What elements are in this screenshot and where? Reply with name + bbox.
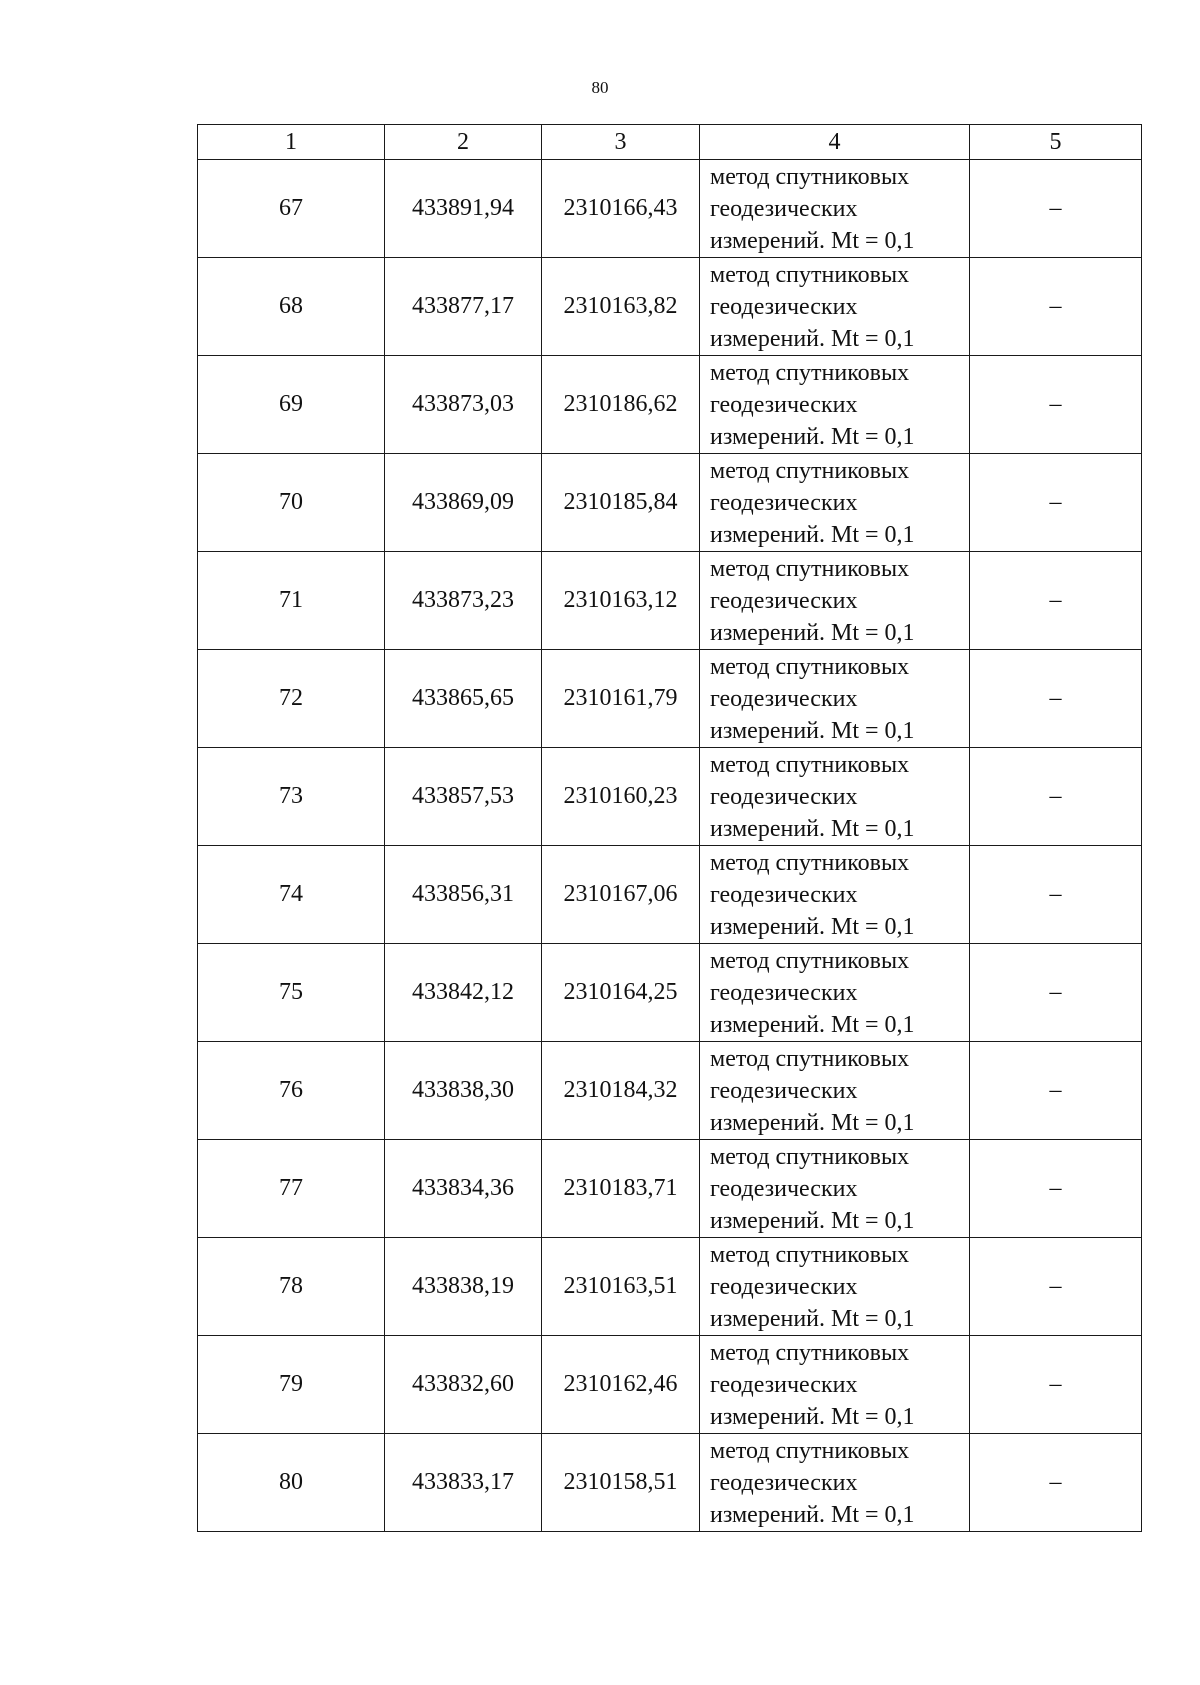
- method-cell: метод спутниковых геодезических измерений. Mt = 0,1: [700, 356, 970, 454]
- point-number-cell: 72: [198, 650, 385, 748]
- x-coordinate-cell: 433891,94: [385, 160, 542, 258]
- method-cell: метод спутниковых геодезических измерений. Mt = 0,1: [700, 1238, 970, 1336]
- point-number-cell: 79: [198, 1336, 385, 1434]
- y-coordinate-cell: 2310166,43: [542, 160, 700, 258]
- point-number-cell: 69: [198, 356, 385, 454]
- x-coordinate-cell: 433842,12: [385, 944, 542, 1042]
- method-cell: метод спутниковых геодезических измерений. Mt = 0,1: [700, 258, 970, 356]
- y-coordinate-cell: 2310160,23: [542, 748, 700, 846]
- column-header-5: 5: [970, 125, 1142, 160]
- y-coordinate-cell: 2310163,82: [542, 258, 700, 356]
- note-cell: –: [970, 748, 1142, 846]
- table-row: [198, 258, 1142, 356]
- y-coordinate-cell: 2310164,25: [542, 944, 700, 1042]
- column-header-4: 4: [700, 125, 970, 160]
- note-cell: –: [970, 650, 1142, 748]
- point-number-cell: 67: [198, 160, 385, 258]
- note-cell: –: [970, 258, 1142, 356]
- table-header: [198, 125, 1142, 160]
- y-coordinate-cell: 2310185,84: [542, 454, 700, 552]
- x-coordinate-cell: 433856,31: [385, 846, 542, 944]
- note-cell: –: [970, 944, 1142, 1042]
- method-cell: метод спутниковых геодезических измерений. Mt = 0,1: [700, 1140, 970, 1238]
- note-cell: –: [970, 454, 1142, 552]
- y-coordinate-cell: 2310163,51: [542, 1238, 700, 1336]
- method-cell: метод спутниковых геодезических измерений. Mt = 0,1: [700, 650, 970, 748]
- point-number-cell: 77: [198, 1140, 385, 1238]
- coordinates-table: [197, 124, 1142, 1532]
- point-number-cell: 71: [198, 552, 385, 650]
- method-cell: метод спутниковых геодезических измерений. Mt = 0,1: [700, 454, 970, 552]
- note-cell: –: [970, 160, 1142, 258]
- y-coordinate-cell: 2310162,46: [542, 1336, 700, 1434]
- note-cell: –: [970, 1140, 1142, 1238]
- x-coordinate-cell: 433838,19: [385, 1238, 542, 1336]
- note-cell: –: [970, 1238, 1142, 1336]
- method-cell: метод спутниковых геодезических измерений. Mt = 0,1: [700, 1434, 970, 1532]
- table-body: [198, 160, 1142, 1532]
- table-row: [198, 1434, 1142, 1532]
- table-row: [198, 1042, 1142, 1140]
- table-row: [198, 552, 1142, 650]
- note-cell: –: [970, 356, 1142, 454]
- note-cell: –: [970, 846, 1142, 944]
- y-coordinate-cell: 2310163,12: [542, 552, 700, 650]
- table-row: [198, 650, 1142, 748]
- x-coordinate-cell: 433838,30: [385, 1042, 542, 1140]
- table-row: [198, 1140, 1142, 1238]
- y-coordinate-cell: 2310167,06: [542, 846, 700, 944]
- y-coordinate-cell: 2310161,79: [542, 650, 700, 748]
- x-coordinate-cell: 433833,17: [385, 1434, 542, 1532]
- table-row: [198, 1238, 1142, 1336]
- table-row: [198, 160, 1142, 258]
- method-cell: метод спутниковых геодезических измерений. Mt = 0,1: [700, 748, 970, 846]
- x-coordinate-cell: 433865,65: [385, 650, 542, 748]
- method-cell: метод спутниковых геодезических измерений. Mt = 0,1: [700, 552, 970, 650]
- x-coordinate-cell: 433857,53: [385, 748, 542, 846]
- note-cell: –: [970, 1042, 1142, 1140]
- table-row: [198, 1336, 1142, 1434]
- point-number-cell: 73: [198, 748, 385, 846]
- note-cell: –: [970, 1434, 1142, 1532]
- method-cell: метод спутниковых геодезических измерений. Mt = 0,1: [700, 846, 970, 944]
- note-cell: –: [970, 552, 1142, 650]
- method-cell: метод спутниковых геодезических измерений. Mt = 0,1: [700, 160, 970, 258]
- y-coordinate-cell: 2310184,32: [542, 1042, 700, 1140]
- page-number: 80: [591, 78, 609, 97]
- y-coordinate-cell: 2310183,71: [542, 1140, 700, 1238]
- column-header-1: 1: [198, 125, 385, 160]
- x-coordinate-cell: 433877,17: [385, 258, 542, 356]
- point-number-cell: 76: [198, 1042, 385, 1140]
- table-row: [198, 748, 1142, 846]
- method-cell: метод спутниковых геодезических измерений. Mt = 0,1: [700, 1042, 970, 1140]
- x-coordinate-cell: 433873,03: [385, 356, 542, 454]
- x-coordinate-cell: 433869,09: [385, 454, 542, 552]
- point-number-cell: 78: [198, 1238, 385, 1336]
- method-cell: метод спутниковых геодезических измерений. Mt = 0,1: [700, 944, 970, 1042]
- column-header-2: 2: [385, 125, 542, 160]
- table-row: [198, 846, 1142, 944]
- table-row: [198, 356, 1142, 454]
- y-coordinate-cell: 2310158,51: [542, 1434, 700, 1532]
- x-coordinate-cell: 433834,36: [385, 1140, 542, 1238]
- column-header-3: 3: [542, 125, 700, 160]
- table-row: [198, 454, 1142, 552]
- y-coordinate-cell: 2310186,62: [542, 356, 700, 454]
- header-row: [198, 125, 1142, 160]
- x-coordinate-cell: 433832,60: [385, 1336, 542, 1434]
- point-number-cell: 80: [198, 1434, 385, 1532]
- table-row: [198, 944, 1142, 1042]
- note-cell: –: [970, 1336, 1142, 1434]
- point-number-cell: 74: [198, 846, 385, 944]
- x-coordinate-cell: 433873,23: [385, 552, 542, 650]
- point-number-cell: 68: [198, 258, 385, 356]
- point-number-cell: 75: [198, 944, 385, 1042]
- point-number-cell: 70: [198, 454, 385, 552]
- method-cell: метод спутниковых геодезических измерений. Mt = 0,1: [700, 1336, 970, 1434]
